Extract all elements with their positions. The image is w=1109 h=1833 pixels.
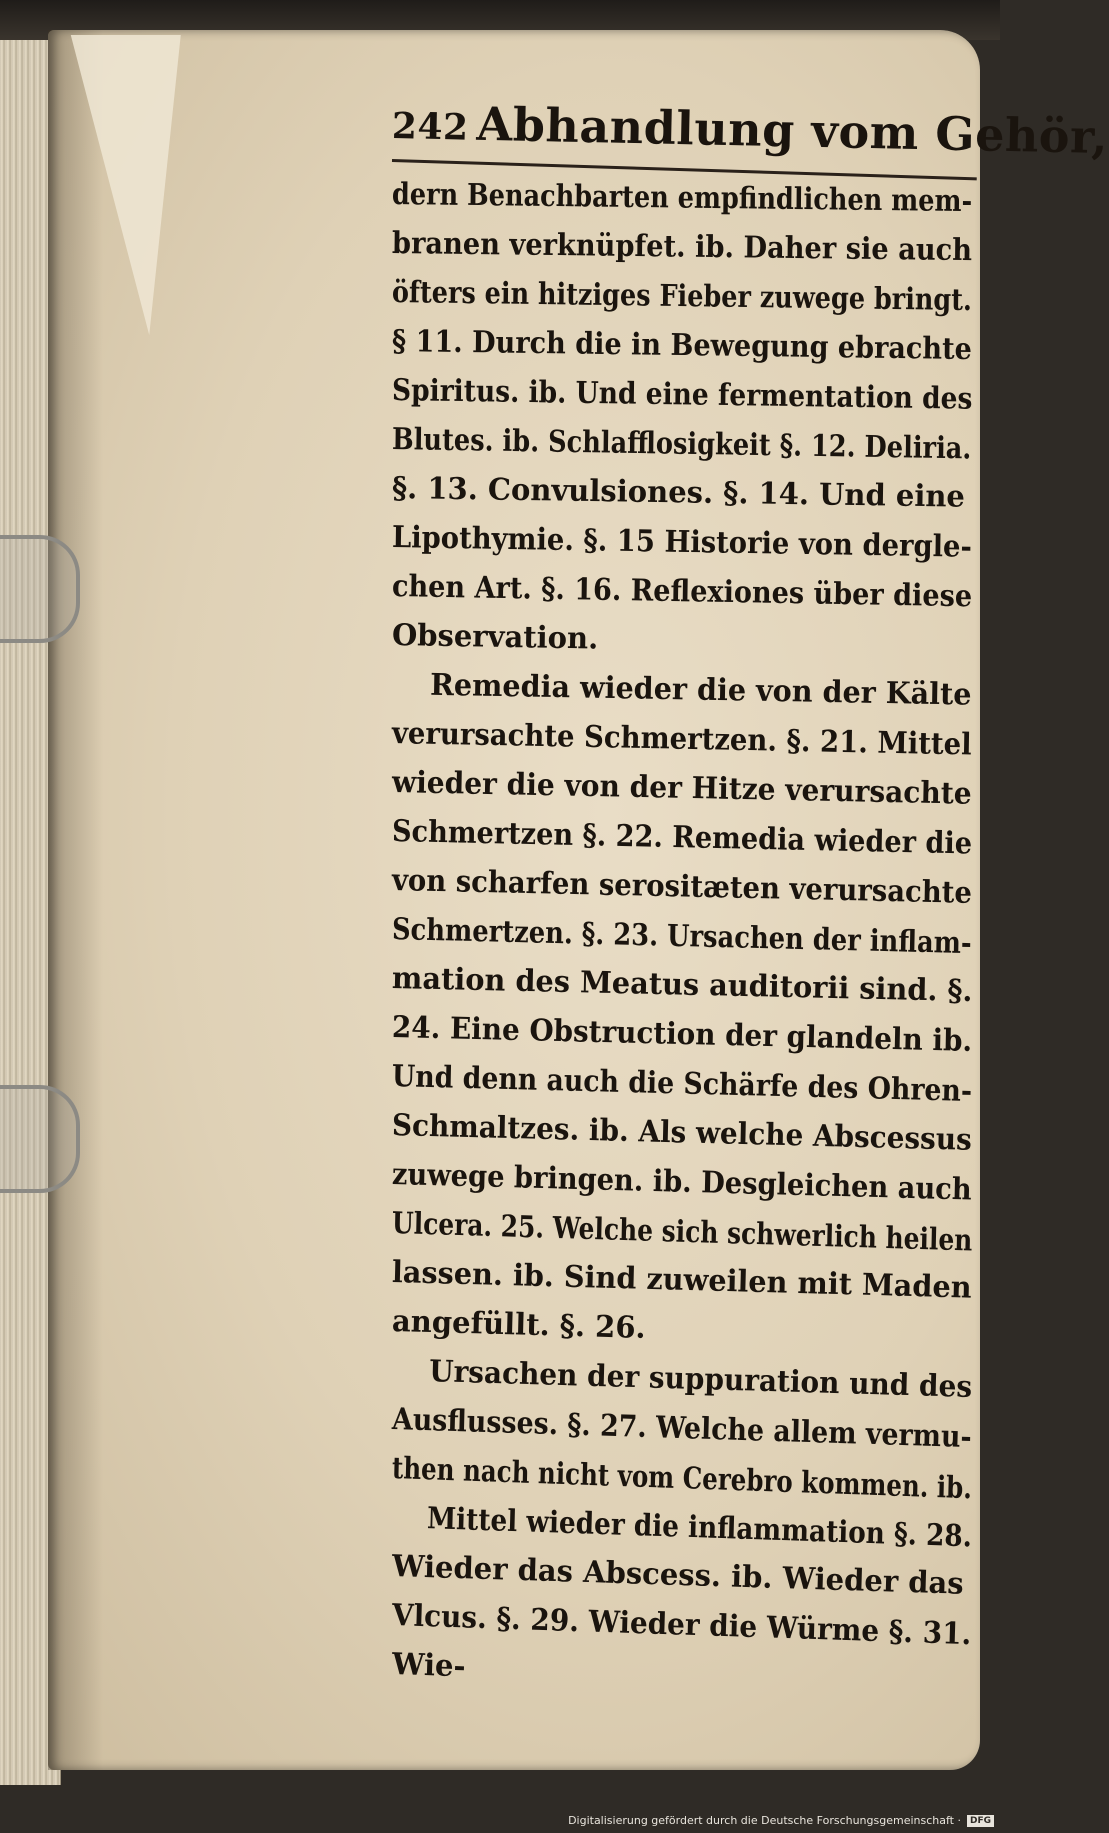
- page-number: 242: [391, 105, 469, 149]
- running-title: Abhandlung vom Gehör,: [476, 96, 1109, 164]
- text-line: Spiritus. ib. Und eine fermentation des: [391, 373, 973, 417]
- text-line: mation des Meatus auditorii sind. §.: [391, 961, 973, 1010]
- text-line: then nach nicht vom Cerebro kommen. ib.: [391, 1451, 973, 1507]
- text-line: Wie-: [391, 1647, 467, 1685]
- text-line: Vlcus. §. 29. Wieder die Würme §. 31.: [391, 1598, 972, 1653]
- text-line: Schmaltzes. ib. Als welche Abscessus: [391, 1108, 973, 1158]
- text-line: Blutes. ib. Schlafflosigkeit §. 12. Deliria.: [391, 422, 972, 467]
- text-line: Schmertzen. §. 23. Ursachen der inflam-: [391, 912, 972, 962]
- text-line: §. 13. Convulsiones. §. 14. Und eine: [391, 471, 966, 515]
- text-line: Und denn auch die Schärfe des Ohren-: [391, 1059, 973, 1109]
- text-line: Schmertzen §. 22. Remedia wieder die: [391, 814, 973, 862]
- text-line: angefüllt. §. 26.: [391, 1304, 647, 1346]
- book-clip-top: [0, 535, 80, 643]
- text-line: von scharfen serositæten verursachte: [391, 863, 973, 911]
- text-line: zuwege bringen. ib. Desgleichen auch: [391, 1157, 973, 1208]
- text-line: lassen. ib. Sind zuweilen mit Maden: [391, 1255, 973, 1306]
- text-line: Mittel wieder die inflammation §. 28.: [426, 1501, 973, 1555]
- text-line: § 11. Durch die in Bewegung ebrachte: [391, 324, 973, 368]
- text-line: branen verknüpfet. ib. Daher sie auch: [391, 226, 973, 269]
- dfg-logo: DFG: [967, 1815, 994, 1827]
- text-line: Ulcera. 25. Welche sich schwerlich heilen: [391, 1206, 973, 1259]
- digitization-footer: [568, 1814, 994, 1827]
- page-header: [391, 95, 1109, 164]
- text-line: verursachte Schmertzen. §. 21. Mittel: [391, 716, 972, 763]
- text-line: Ursachen der suppuration und des: [428, 1354, 973, 1405]
- text-line: wieder die von der Hitze verursachte: [391, 765, 972, 812]
- digitization-credit: Digitalisierung gefördert durch die Deutsche Forschungsgemeinschaft ·: [568, 1814, 961, 1827]
- text-line: Ausflusses. §. 27. Welche allem vermu-: [391, 1402, 973, 1456]
- text-line: Remedia wieder die von der Kälte: [429, 667, 972, 713]
- text-line: chen Art. §. 16. Reflexiones über diese: [391, 569, 973, 615]
- text-line: öfters ein hitziges Fieber zuwege bringt.: [391, 275, 973, 319]
- text-line: 24. Eine Obstruction der glandeln ib.: [391, 1010, 973, 1059]
- text-line: dern Benachbarten empfindlichen mem-: [391, 177, 973, 220]
- text-block: [391, 95, 1109, 1689]
- text-line: Observation.: [391, 618, 599, 657]
- text-line: Lipothymie. §. 15 Historie von dergle-: [391, 520, 973, 565]
- body-text: [392, 170, 992, 1689]
- text-line: Wieder das Abscess. ib. Wieder das: [391, 1549, 965, 1602]
- book-clip-bottom: [0, 1085, 80, 1193]
